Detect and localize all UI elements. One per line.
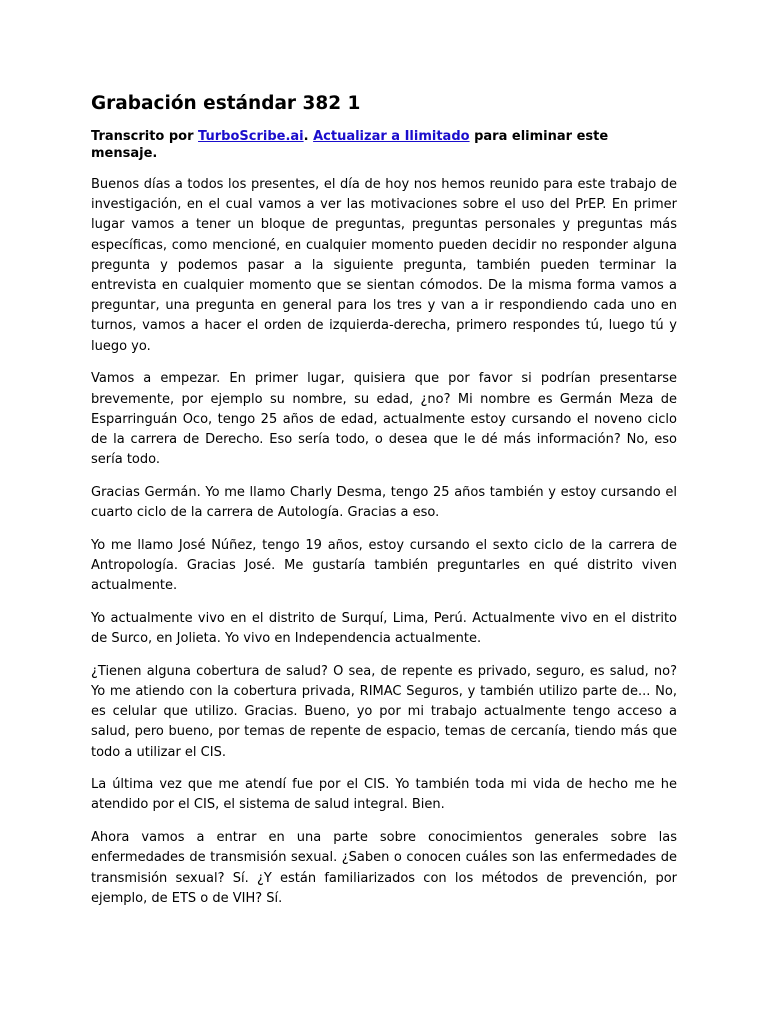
turboscribe-link[interactable]: TurboScribe.ai <box>198 129 304 144</box>
transcript-paragraph: La última vez que me atendí fue por el CIS. Yo también toda mi vida de hecho me he atendido por el CIS, el sistema de salud integral. Bien. <box>91 777 677 813</box>
page-title: Grabación estándar 382 1 <box>91 93 361 114</box>
transcript-paragraph: Yo actualmente vivo en el distrito de Surquí, Lima, Perú. Actualmente vivo en el distrito de Surco, en Jolieta. Yo vivo en Independencia actualmente. <box>91 610 677 647</box>
notice-separator: . <box>303 129 314 144</box>
transcript-paragraph: Buenos días a todos los presentes, el día de hoy nos hemos reunido para este trabajo de investigación, en el cual vamos a ver las motivaciones sobre el uso del PrEP. En primer lugar vamos a tener un bloque de preguntas, preguntas personales y preguntas más específicas, como mencioné, en cualquier momento pueden decidir no responder alguna pregunta y podemos pasar a la siguiente pregunta, también pueden terminar la entrevista en cualquier momento que se sientan cómodos. De la misma forma vamos a preguntar, una pregunta en general para los tres y van a ir respondiendo cada uno en turnos, vamos a hacer el orden de izquierda-derecha, primero respondes tú, luego tú y luego yo. <box>91 177 677 354</box>
transcript-body <box>91 175 677 922</box>
transcript-paragraph: Ahora vamos a entrar en una parte sobre conocimientos generales sobre las enfermedades de transmisión sexual. ¿Saben o conocen cuáles son las enfermedades de transmisión sexual? Sí. ¿Y están familiarizados con los métodos de prevención, por ejemplo, de ETS o de VIH? Sí. <box>91 830 677 906</box>
upgrade-unlimited-link[interactable]: Actualizar a Ilimitado <box>313 129 470 144</box>
transcript-paragraph: ¿Tienen alguna cobertura de salud? O sea, de repente es privado, seguro, es salud, no? Yo me atiendo con la cobertura privada, RIMAC Seguros, y también utilizo parte de... No, es celular que utilizo. Gracias. Bueno, yo por mi trabajo actualmente tengo acceso a salud, pero bueno, por temas de repente de espacio, temas de cercanía, tiendo más que todo a utilizar el CIS. <box>91 663 677 760</box>
transcript-paragraph: Vamos a empezar. En primer lugar, quisiera que por favor si podrían presentarse brevemente, por ejemplo su nombre, su edad, ¿no? Mi nombre es Germán Meza de Esparringuán Oco, tengo 25 años de edad, actualmente estoy cursando el noveno ciclo de la carrera de Derecho. Eso sería todo, o desea que le dé más información? No, eso sería todo. <box>91 371 677 468</box>
transcript-paragraph: Gracias Germán. Yo me llamo Charly Desma, tengo 25 años también y estoy cursando el cuarto ciclo de la carrera de Autología. Gracias a eso. <box>91 484 677 521</box>
transcript-paragraph: Yo me llamo José Núñez, tengo 19 años, estoy cursando el sexto ciclo de la carrera de Antropología. Gracias José. Me gustaría también preguntarles en qué distrito viven actualmente. <box>91 537 677 594</box>
notice-prefix: Transcrito por <box>91 129 199 144</box>
transcription-notice <box>91 128 677 162</box>
notice-suffix: para eliminar este mensaje. <box>91 129 609 161</box>
